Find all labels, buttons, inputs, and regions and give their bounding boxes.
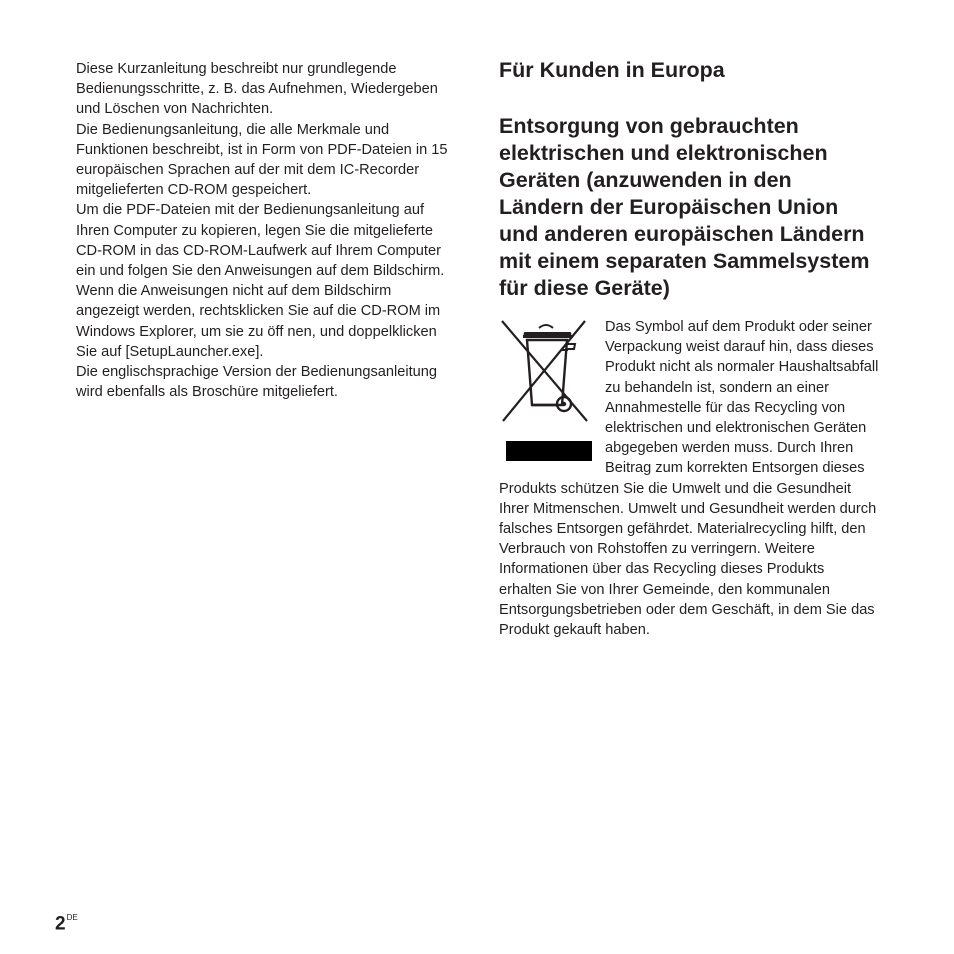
language-code: DE — [66, 913, 78, 922]
page-number — [55, 908, 78, 936]
disposal-column — [499, 57, 881, 640]
intro-paragraph: Um die PDF-Dateien mit der Bedienungsanleitung auf Ihren Computer zu kopieren, legen Sie die mitgelieferte CD-ROM in das CD-ROM-Laufwerk auf Ihrem Computer ein und folgen Sie den Anweisungen auf dem Bildschirm. — [76, 202, 445, 280]
page-number-value: 2 — [55, 913, 66, 935]
intro-paragraph: Die Bedienungsanleitung, die alle Merkmale und Funktionen beschreibt, ist in Form von PDF-Dateien in 15 europäischen Sprachen auf der mit dem IC-Recorder mitgelieferten CD-ROM gespeichert. — [76, 121, 448, 199]
intro-paragraph: Wenn die Anweisungen nicht auf dem Bildschirm angezeigt werden, rechtsklicken Sie auf die CD-ROM im Windows Explorer, um sie zu öff nen, und doppelklicken Sie auf [SetupLauncher.exe]. — [76, 283, 441, 360]
intro-paragraph: Diese Kurzanleitung beschreibt nur grundlegende Bedienungsschritte, z. B. das Aufnehmen, Wiedergeben und Löschen von Nachrichten. — [76, 61, 438, 118]
intro-column — [76, 59, 456, 402]
intro-paragraph: Die englischsprachige Version der Bedienungsanleitung wird ebenfalls als Broschüre mitgeliefert. — [76, 364, 438, 401]
disposal-heading: Entsorgung von gebrauchten elektrischen und elektronischen Geräten (anzuwenden in den Ländern der Europäischen Union und anderen europäischen Ländern mit einem separaten Sammelsystem für diese Geräte) — [499, 114, 870, 300]
crossed-out-wheelie-bin-icon — [499, 317, 593, 467]
disposal-text: Das Symbol auf dem Produkt oder seiner Verpackung weist darauf hin, dass dieses Produkt nicht als normaler Haushaltsabfall zu behandeln ist, sondern an einer Annahmestelle für das Recycling von elektrischen und elektronischen Geräten abgegeben werden muss. Durch Ihren Beitrag zum korrekten Entsorgen dieses Produkts schützen Sie die Umwelt und die Gesundheit Ihrer Mitmenschen. Umwelt und Gesundheit werden durch falsches Entsorgen gefährdet. Materialrecycling hilft, den Verbrauch von Rohstoffen zu verringern. Weitere Informationen über das Recycling dieses Produkts erhalten Sie von Ihrer Gemeinde, den kommunalen Entsorgungsbetrieben oder dem Geschäft, in dem Sie das Produkt gekauft haben. — [499, 319, 879, 639]
section-title: Für Kunden in Europa — [499, 58, 725, 82]
disposal-notice — [499, 317, 881, 640]
